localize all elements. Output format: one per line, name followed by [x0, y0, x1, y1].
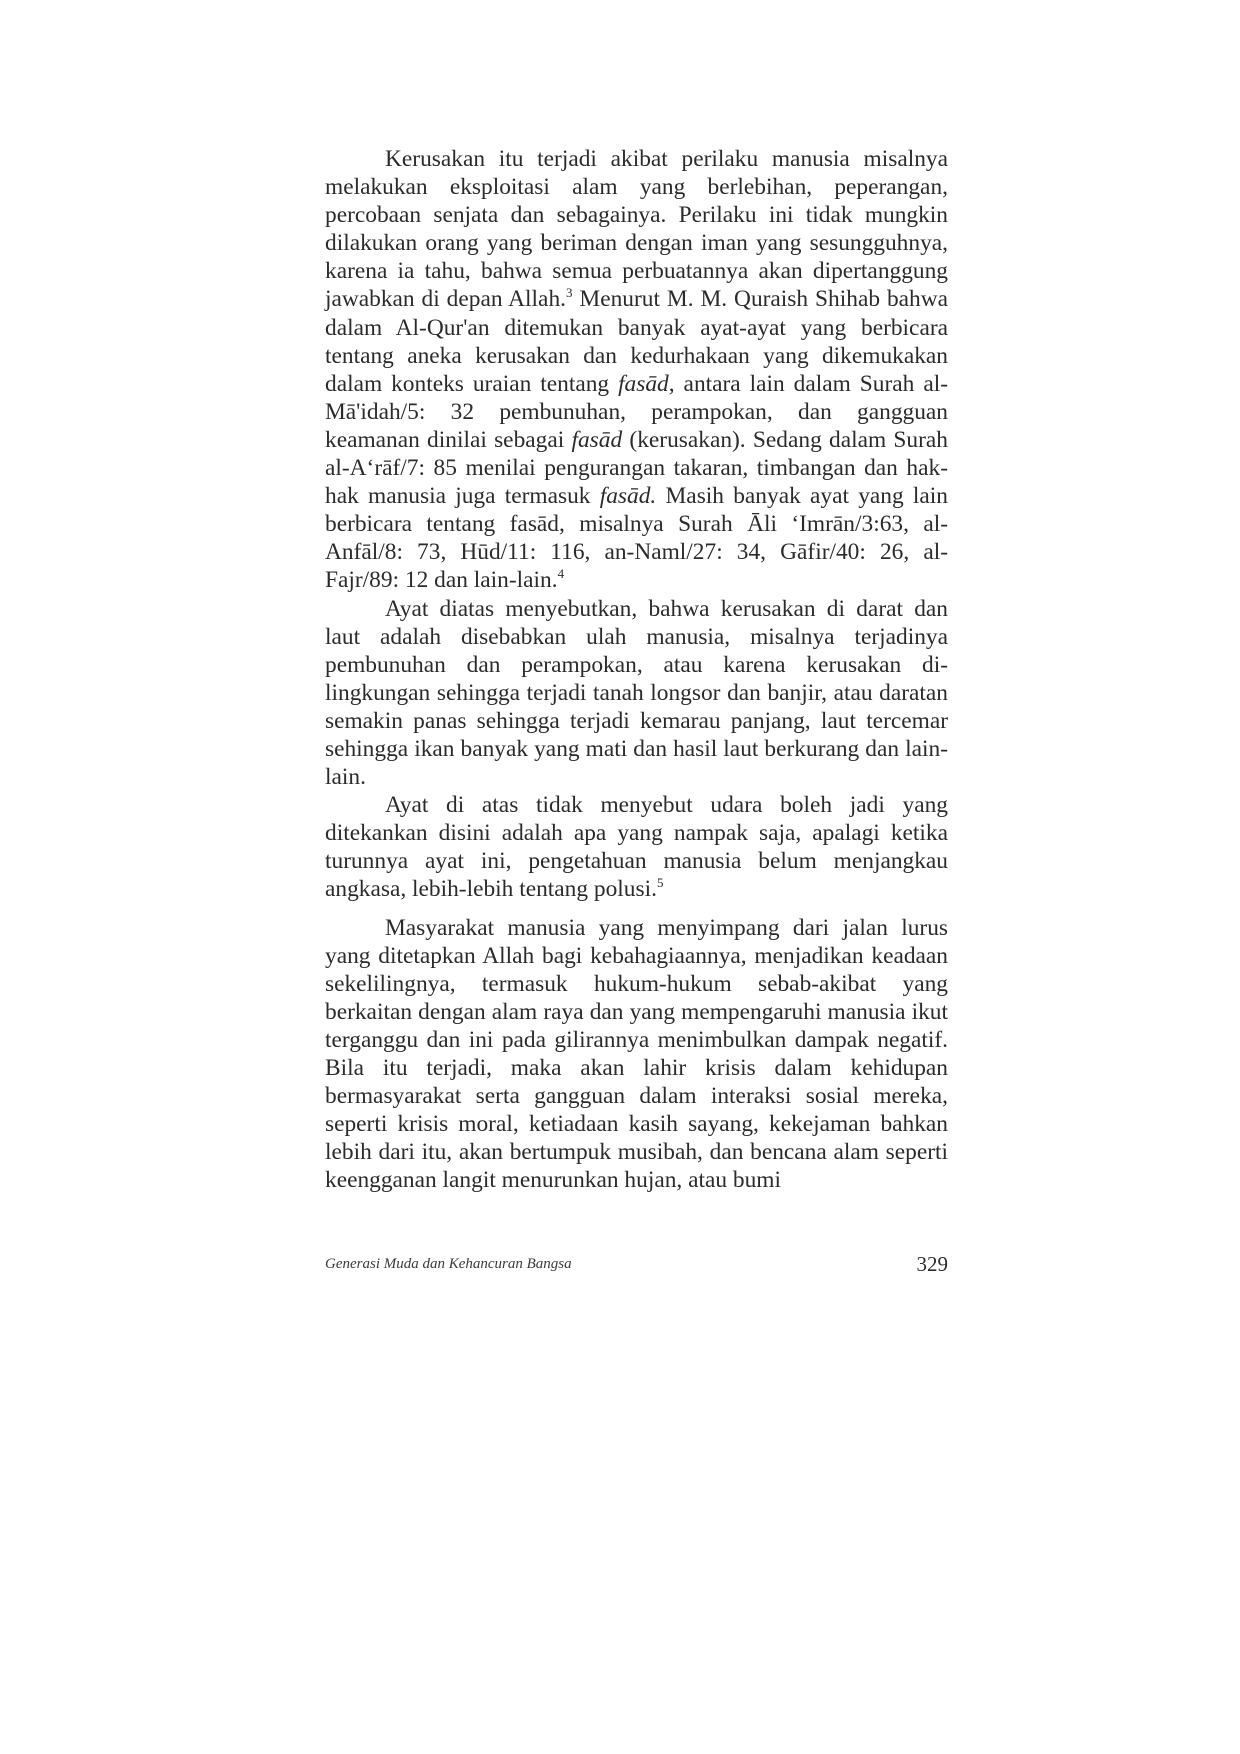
paragraph-1-text-d: (kerusakan). Sedang dalam Surah al-A‘rāf/7: 85 menilai pengurangan takaran, timbangan dan hak-hak manusia juga termasuk — [325, 426, 948, 510]
italic-term: fasād — [618, 370, 669, 397]
footnote-ref-5[interactable]: 5 — [656, 875, 664, 891]
paragraph-1-text-b: Menurut M. M. Quraish Shihab bahwa dalam Al-Qur'an ditemukan banyak ayat-ayat yang berbicara tentang aneka kerusakan dan kedurhakaan yang dikemukakan dalam konteks uraian tentang — [325, 286, 948, 397]
italic-term: fasād — [571, 426, 623, 453]
paragraph-1-text-e: Masih banyak ayat yang lain berbicara tentang fasād, misalnya Surah Āli ‘Imrān/3:63, al-Anfāl/8: 73, Hūd/11: 116, an-Naml/27: 34, Gāfir/40: 26, al-Fajr/89: 12 dan lain-lain. — [325, 483, 949, 594]
paragraph-4: Masyarakat manusia yang menyimpang dari jalan lurus yang ditetapkan Allah bagi kebahagiaannya, menjadikan keadaan sekelilingnya, termasuk hukum-hukum sebab-akibat yang berkaitan dengan alam raya dan yang mempengaruhi manusia ikut terganggu dan ini pada gilirannya menimbulkan dampak negatif. Bila itu terjadi, maka akan lahir krisis dalam kehidupan bermasyarakat serta gangguan dalam interaksi sosial mereka, seperti krisis moral, ketiadaan kasih sayang, kekejaman bahkan lebih dari itu, akan bertumpuk musibah, dan bencana alam seperti keengganan langit menurunkan hujan, atau bumi — [325, 914, 948, 1194]
paragraph-1-text-a: Kerusakan itu terjadi akibat perilaku manusia misalnya melakukan eksploitasi alam yang berlebihan, peperangan, percobaan senjata dan sebagainya. Perilaku ini tidak mungkin dilakukan orang yang beriman dengan iman yang sesungguhnya, karena ia tahu, bahwa semua perbuatannya akan dipertanggung jawabkan di depan Allah. — [325, 146, 948, 313]
paragraph-3-text: Ayat di atas tidak menyebut udara boleh jadi yang ditekankan disini adalah apa yang nampak saja, apalagi ketika turunnya ayat ini, pengetahuan manusia belum menjangkau angkasa, lebih-lebih tentang polusi. — [325, 792, 948, 903]
paragraph-3 — [325, 791, 948, 903]
page-footer — [325, 1252, 948, 1282]
paragraph-1 — [325, 145, 948, 595]
paragraph-2: Ayat diatas menyebutkan, bahwa kerusakan di darat dan laut adalah disebabkan ulah manusia, misalnya terjadinya pembunuhan dan perampokan, atau karena kerusakan di-lingkungan sehingga terjadi tanah longsor dan banjir, atau daratan semakin panas sehingga terjadi kemarau panjang, laut tercemar sehingga ikan banyak yang mati dan hasil laut berkurang dan lain-lain. — [325, 595, 948, 791]
running-footer-title: Generasi Muda dan Kehancuran Bangsa — [325, 1256, 572, 1272]
footnote-ref-4[interactable]: 4 — [557, 566, 565, 582]
italic-term: fasād. — [599, 483, 657, 510]
footnote-ref-3[interactable]: 3 — [565, 285, 573, 301]
page-number: 329 — [916, 1252, 948, 1276]
paragraph-1-text-c: , antara lain dalam Surah al-Mā'idah/5: 32 pembunuhan, perampokan, dan gangguan keamanan dinilai sebagai — [325, 370, 948, 453]
body-text — [325, 145, 948, 1194]
